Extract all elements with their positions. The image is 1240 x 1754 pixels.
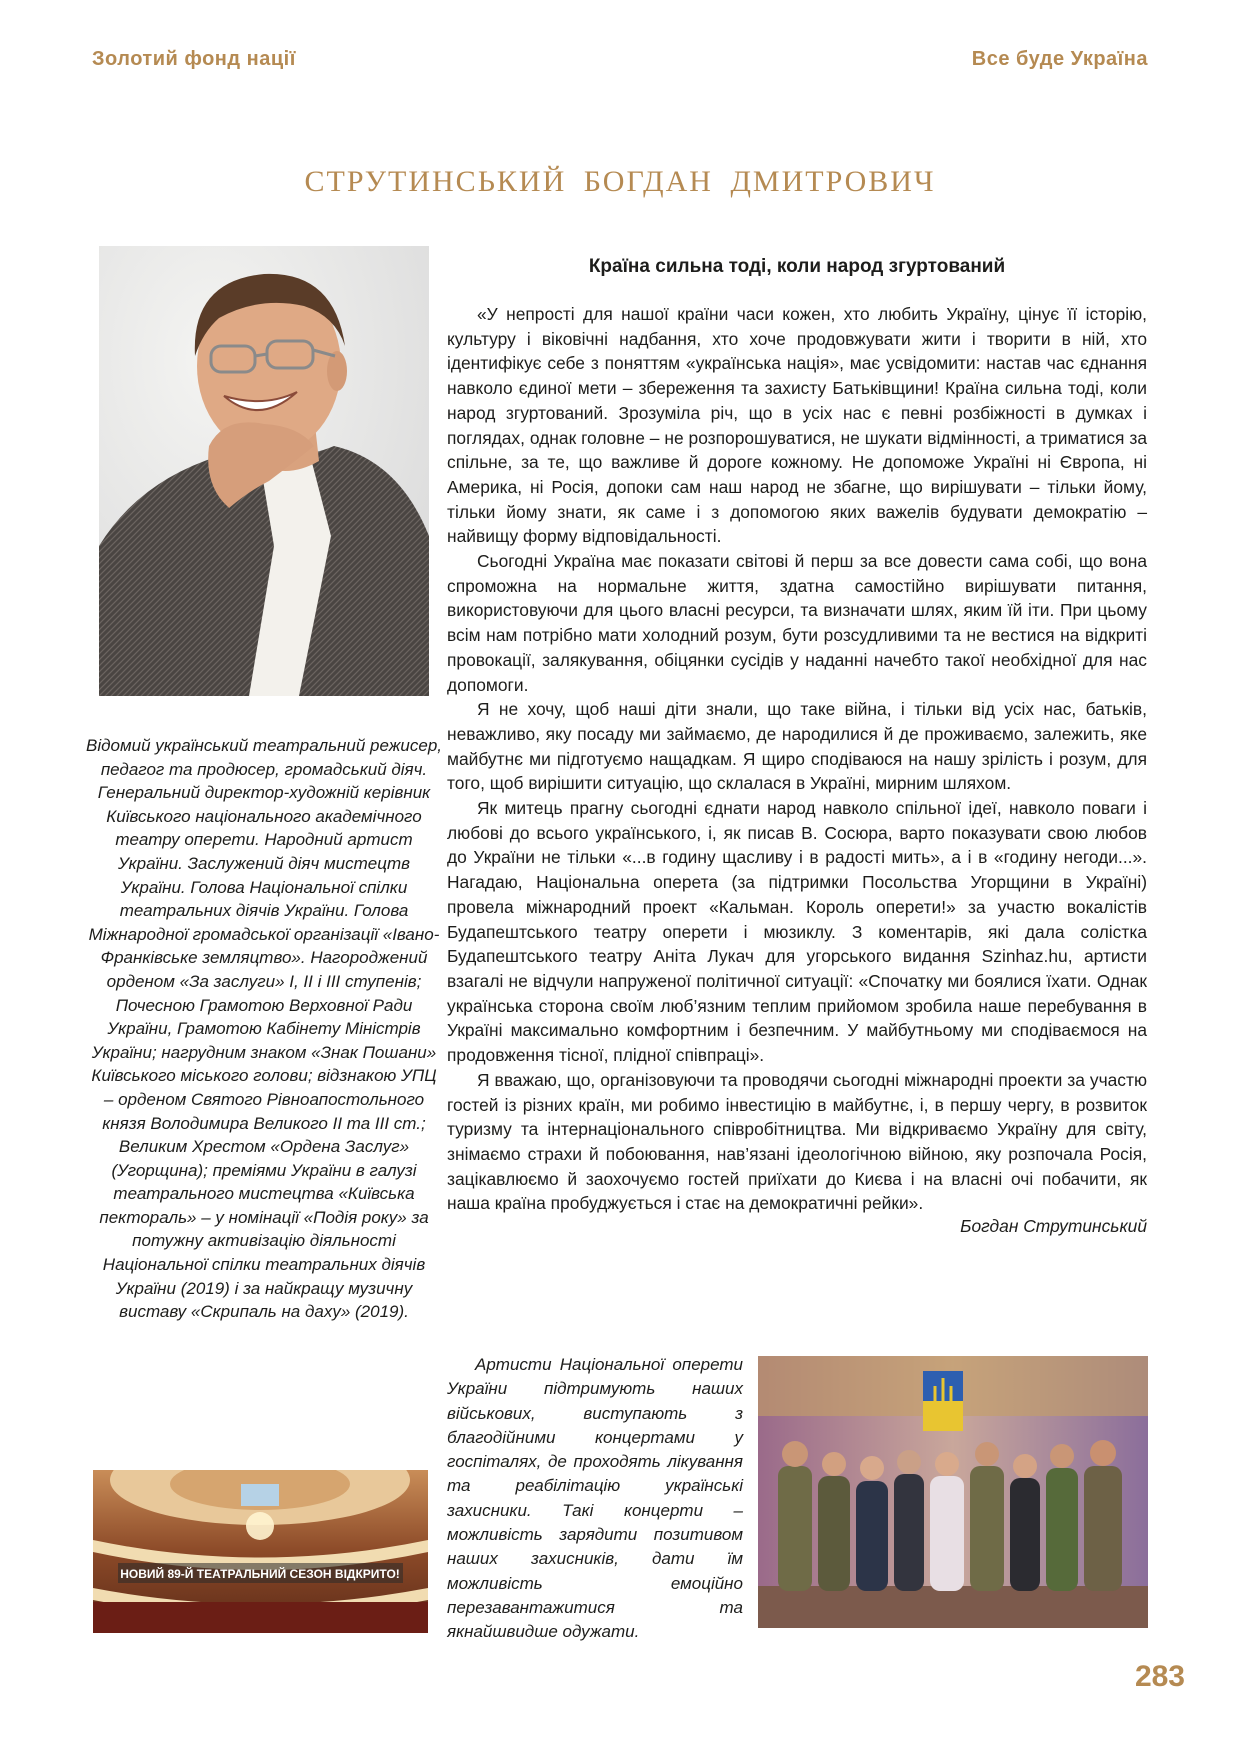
running-head-left: Золотий фонд нації xyxy=(92,48,296,70)
article-paragraph: Сьогодні Україна має показати світові й перш за все довести сама собі, що вона спроможна на нормальне життя, здатна самостійно вирішувати питання, використовуючи для цього власні ресурси, та визначати шлях, яким їй іти. При цьому всім нам потрібно мати холодний розум, бути розсудливими та не вестися на відкриті провокації, залякування, обіцянки сусідів у наданні начебто такої необхідної для нас допомоги. xyxy=(447,551,1147,695)
theatre-interior-photo xyxy=(93,1470,428,1633)
page-number: 283 xyxy=(1134,1660,1185,1693)
person-name-heading: СТРУТИНСЬКИЙ БОГДАН ДМИТРОВИЧ xyxy=(304,165,936,198)
article-paragraph: Як митець прагну сьогодні єднати народ навколо спільної ідеї, навколо поваги і любові до всього українського, і, як писав В. Сосюра, варто показувати свою любов до України не тільки «...в годину щасливу і в радості мить», а і в «годину негоди...». Нагадаю, Національна оперета (за підтримки Посольства Угорщини в Україні) провела міжнародний проект «Кальман. Король оперети!» за участю вокалістів Будапештського театру оперети і мюзиклу. З коментарів, які дала солістка Будапештського театру Аніта Лукач для угорського видання Szinhaz.hu, артисти взагалі не відчули напруженої політичної ситуації: «Спочатку ми боялися їхати. Однак українська сторона своїм люб’язним теплим прийомом зробила наше перебування в Україні максимально комфортним і безпечним. У майбутньому ми сподіваємося на продовження тісної, плідної співпраці». xyxy=(447,798,1147,1066)
biography-text: Відомий український театральний режисер, педагог та продюсер, громадський діяч. Генеральний директор-художній керівник Київського національного академічного театру оперети. Народний артист України. Заслужений діяч мистецтв України. Голова Національної спілки театральних діячів України. Голова Міжнародної громадської організації «Івано-Франківське земляцтво». Нагороджений орденом «За заслуги» I, II і III ступенів; Почесною Грамотою Верховної Ради України, Грамотою Кабінету Міністрів України; нагрудним знаком «Знак Пошани» Київського міського голови; відзнакою УПЦ – орденом Святого Рівноапостольного князя Володимира Великого II та III ст.; Великим Хрестом «Ордена Заслуг» (Угорщина); преміями України в галузі театрального мистецтва «Київська пектораль» – у номінації «Подія року» за потужну активізацію діяльності Національної спілки театральних діячів України (2019) і за найкращу музичну виставу «Скрипаль на даху» (2019). xyxy=(86,736,443,1322)
article-signature: Богдан Струтинський xyxy=(960,1216,1147,1237)
article-title: Країна сильна тоді, коли народ згуртований xyxy=(588,256,1006,277)
photo-caption xyxy=(447,1353,743,1645)
photo-caption-text: Артисти Національної оперети України підтримують наших військових, виступають з благодійними концертами у госпіталях, де проходять лікування та реабілітацію українські захисники. Такі концерти – можливість зарядити позитивом наших захисників, дати їм можливість емоційно перезавантажитися та якнайшвидше одужати. xyxy=(447,1355,743,1642)
running-head-right: Все буде Україна xyxy=(971,48,1148,70)
theatre-banner-text: НОВИЙ 89-Й ТЕАТРАЛЬНИЙ СЕЗОН ВІДКРИТО! xyxy=(120,1567,400,1581)
soldiers-group-photo xyxy=(758,1356,1148,1628)
article-paragraph: Я вважаю, що, організовуючи та проводячи сьогодні міжнародні проекти за участю гостей із різних країн, ми робимо інвестицію в майбутнє, і, в першу чергу, в розвиток туризму та інтернаціонального співробітництва. Ми відкриваємо Україну для світу, знімаємо страхи й побоювання, нав’язані ідеологічною війною, яку розпочала Росія, зацікавлюємо й заохочуємо гостей приїхати до Києва і на власні очі побачити, як наша країна пробуджується і стає на демократичні рейки». xyxy=(447,1069,1147,1214)
article-body xyxy=(447,302,1147,1239)
article-paragraph: «У непрості для нашої країни часи кожен, хто любить Україну, цінує її історію, культуру і віковічні надбання, хто хоче продовжувати жити і творити в ній, хто ідентифікує себе з поняттям «українська нація», має усвідомити: настав час єднання навколо єдиної мети – збереження та захисту Батьківщини! Країна сильна тоді, коли народ згуртований. Зрозуміла річ, що в усіх нас є певні розбіжності в думках і поглядах, однак головне – не розпорошуватися, не шукати відмінності, а триматися за спільне, за те, що важливе й дороге кожному. Не допоможе Україні ні Європа, ні Америка, ні Росія, допоки сам наш народ не збагне, що вирішувати – тільки йому, тільки йому знати, як саме і з допомогою яких важелів будувати демократію – найвищу форму відповідальності. xyxy=(447,304,1147,547)
article-paragraph: Я не хочу, щоб наші діти знали, що таке війна, і тільки від усіх нас, батьків, неважливо, яку посаду ми займаємо, де народилися й де проживаємо, залежить, яке майбутнє ми підготуємо нащадкам. Я щиро сподіваюся на нашу зрілість і розум, для того, щоб вирішити ситуацію, що склалася в Україні, мирним шляхом. xyxy=(447,699,1147,794)
portrait-photo xyxy=(99,246,429,696)
